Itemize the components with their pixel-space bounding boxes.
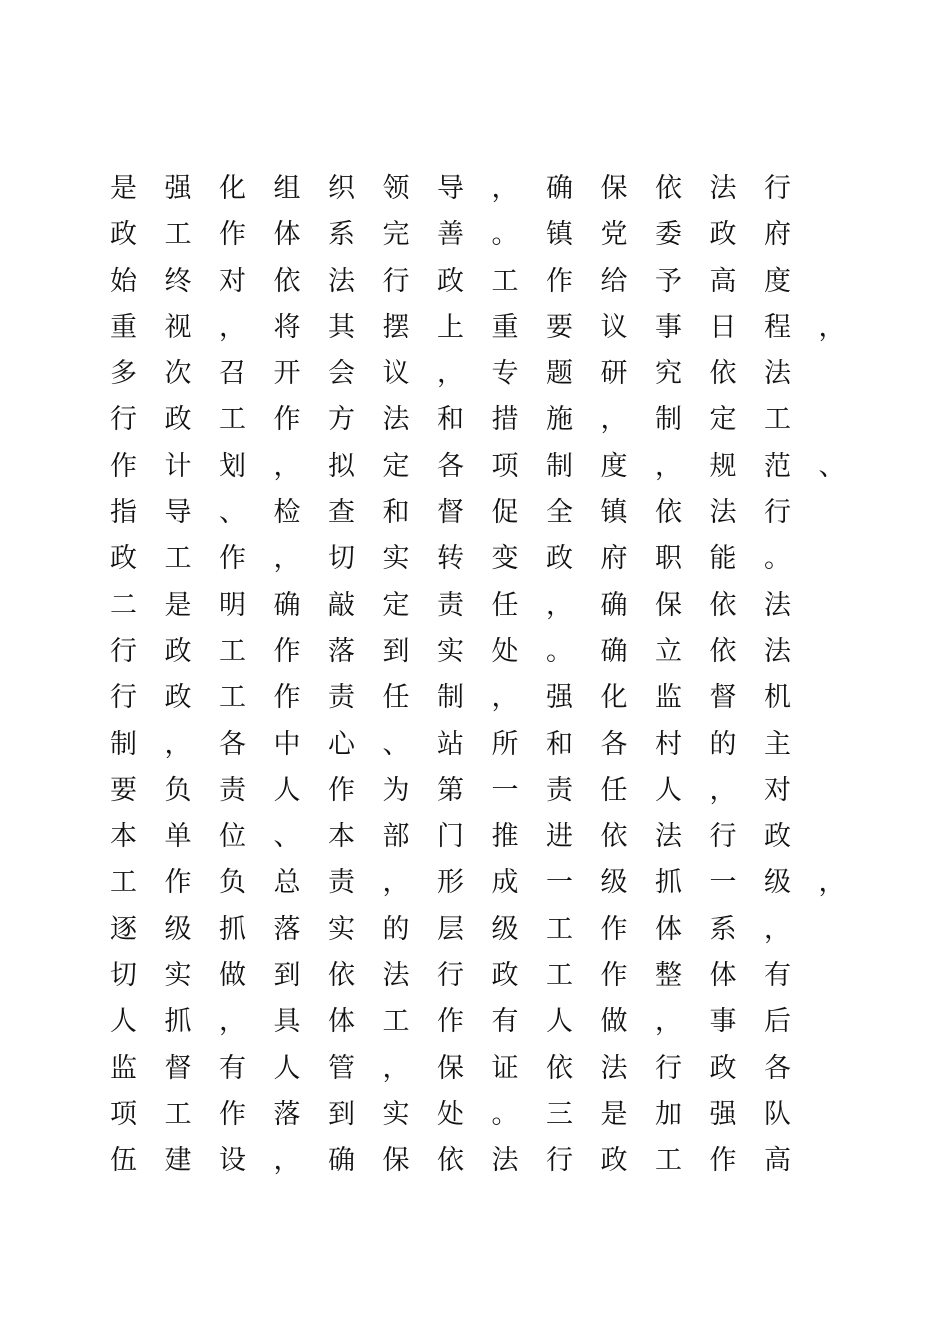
- text-line: 制，各中心、站所和各村的主: [110, 728, 819, 760]
- text-line: 是强化组织领导，确保依法行: [110, 173, 819, 204]
- text-line: 伍建设，确保依法行政工作高: [110, 1145, 819, 1177]
- text-line: 指导、检查和督促全镇依法行: [110, 497, 819, 529]
- text-line: 人抓，具体工作有人做，事后: [110, 1006, 819, 1038]
- text-line: 重视，将其摆上重要议事日程，: [110, 311, 873, 343]
- text-line: 切实做到依法行政工作整体有: [110, 960, 819, 992]
- text-line: 工作负总责，形成一级抓一级，: [110, 867, 873, 899]
- body-text: [110, 166, 873, 1185]
- text-line: 监督有人管，保证依法行政各: [110, 1052, 819, 1084]
- text-line: 二是明确敲定责任，确保依法: [110, 589, 819, 621]
- text-line: 政工作体系完善。镇党委政府: [110, 219, 819, 251]
- text-line: 逐级抓落实的层级工作体系，: [110, 913, 819, 945]
- text-line: 多次召开会议，专题研究依法: [110, 358, 819, 390]
- text-line: 行政工作方法和措施，制定工: [110, 404, 819, 436]
- text-line: 作计划，拟定各项制度，规范、: [110, 450, 873, 482]
- text-line: 行政工作落到实处。确立依法: [110, 635, 819, 667]
- text-line: 要负责人作为第一责任人，对: [110, 774, 819, 806]
- text-line: 项工作落到实处。三是加强队: [110, 1098, 819, 1130]
- text-line: 始终对依法行政工作给予高度: [110, 265, 819, 297]
- text-line: 本单位、本部门推进依法行政: [110, 821, 819, 853]
- text-line: 政工作，切实转变政府职能。: [110, 543, 819, 575]
- text-line: 行政工作责任制，强化监督机: [110, 682, 819, 714]
